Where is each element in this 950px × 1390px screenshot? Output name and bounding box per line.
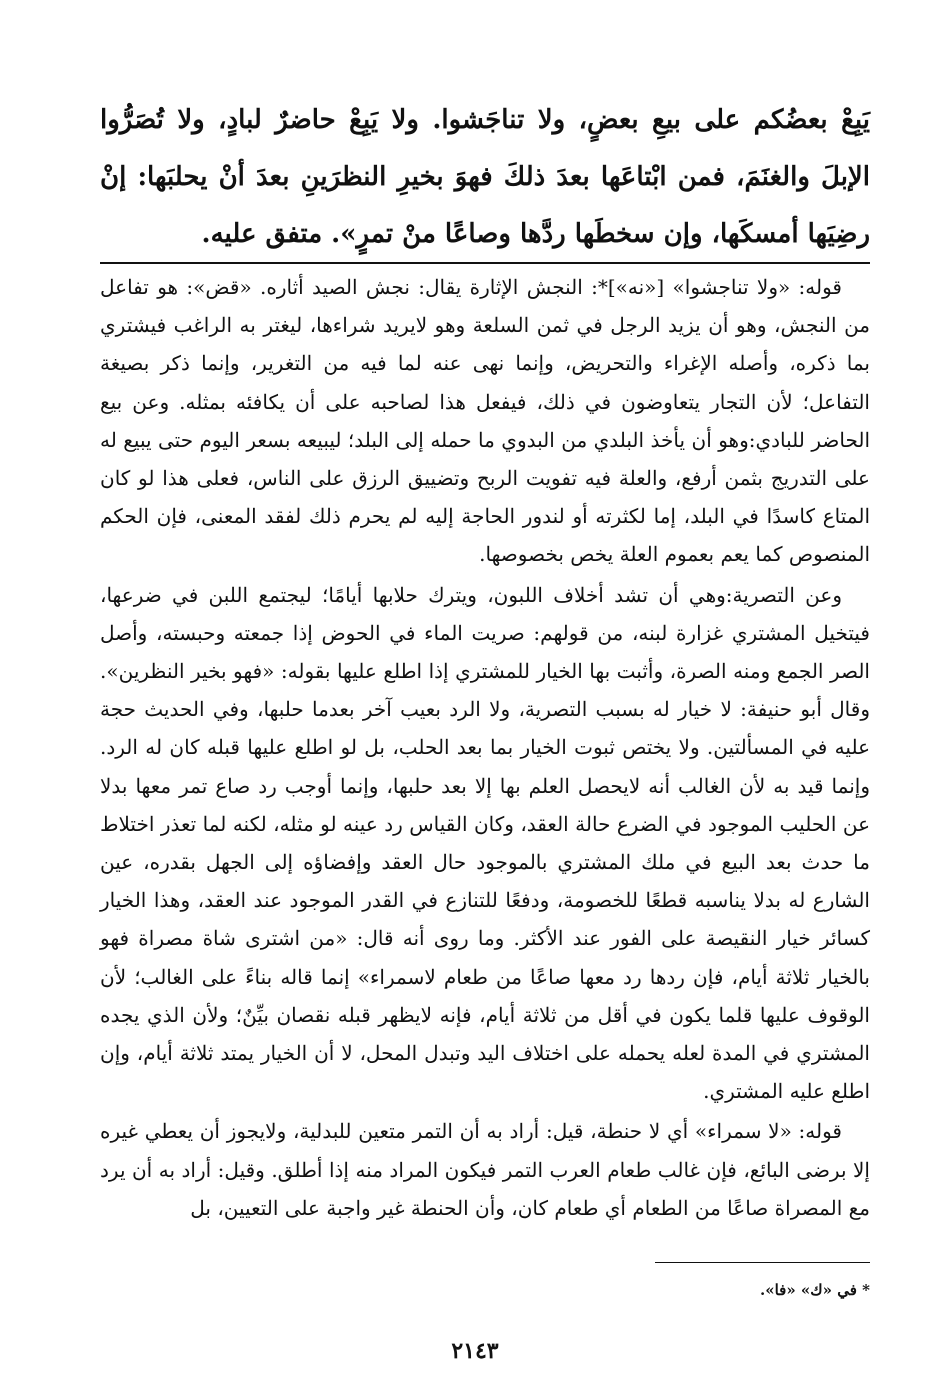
- footnote-divider-line: [655, 1262, 870, 1263]
- main-divider-line: [100, 262, 870, 264]
- hadith-text-block: [100, 92, 870, 263]
- footnote-block: [570, 1278, 870, 1302]
- hadith-paragraph: يَبِعْ بعضُكم على بيعِ بعضٍ، ولا تناجَشوا. ولا يَبِعْ حاضرٌ لبادٍ، ولا تُصَرُّوا الإبلَ والغنَمَ، فمن ابْتاعَها بعدَ ذلكَ فهوَ بخيرِ النظرَينِ بعدَ أنْ يحلبَها: إنْ رضِيَها أمسكَها، وإن سخطَها ردَّها وصاعًا منْ تمرٍ». متفق عليه.: [100, 105, 870, 249]
- commentary-paragraph-3: قوله: «لا سمراء» أي لا حنطة، قيل: أراد به أن التمر متعين للبدلية، ولايجوز أن يعطي غيره إلا برضى البائع، فإن غالب طعام العرب التمر فيكون المراد منه إذا أطلق. وقيل: أراد به أن يرد مع المصراة صاعًا من الطعام أي طعام كان، وأن الحنطة غير واجبة على التعيين، بل: [100, 1119, 870, 1220]
- footnote-text: * في «ك» «فا».: [759, 1281, 870, 1299]
- page-number: ٢١٤٣: [451, 1338, 499, 1364]
- commentary-paragraph-2: وعن التصرية:وهي أن تشد أخلاف اللبون، ويترك حلابها أيامًا؛ ليجتمع اللبن في ضرعها، فيتخيل المشتري غزارة لبنه، من قولهم: صريت الماء في الحوض إذا جمعته وحبسته، وأصل الصر الجمع ومنه الصرة، وأثبت بها الخيار للمشتري إذا اطلع عليها بقوله: «فهو بخير النظرين». وقال أبو حنيفة: لا خيار له بسبب التصرية، ولا الرد بعيب آخر بعدما حلبها، وفي الحديث حجة عليه في المسألتين. ولا يختص ثبوت الخيار بما بعد الحلب، بل لو اطلع عليها قبله كان له الرد. وإنما قيد به لأن الغالب أنه لايحصل العلم بها إلا بعد حلبها، وإنما أوجب رد صاع تمر معها بدلا عن الحليب الموجود في الضرع حالة العقد، وكان القياس رد عينه لو مثله، لكنه لما تعذر اختلاط ما حدث بعد البيع في ملك المشتري بالموجود حال العقد وإفضاؤه إلى الجهل بقدره، عين الشارع له بدلا يناسبه قطعًا للخصومة، ودفعًا للتنازع في القدر الموجود عند العقد، وهذا الخيار كسائر خيار النقيصة على الفور عند الأكثر. وما روى أنه قال: «من اشترى شاة مصراة فهو بالخيار ثلاثة أيام، فإن ردها رد معها صاعًا من طعام لاسمراء» إنما قاله بناءً على الغالب؛ لأن الوقوف عليها قلما يكون في أقل من ثلاثة أيام، فإنه لايظهر قبله نقصان بيِّنٌ؛ ولأن الذي يجده المشتري في المدة لعله يحمله على اختلاف اليد وتبدل المحل، لا أن الخيار يمتد ثلاثة أيام، وإن اطلع عليه المشتري.: [100, 582, 870, 1104]
- commentary-paragraph-1: قوله: «ولا تناجشوا» [«نه»]*: النجش الإثارة يقال: نجش الصيد أثاره. «قض»: هو تفاعل من النجش، وهو أن يزيد الرجل في ثمن السلعة وهو لايريد شراءها، ليغتر به الراغب فيشتري بما ذكره، وأصله الإغراء والتحريض، وإنما نهى عنه لما فيه من التغرير، وإنما ذكر بصيغة التفاعل؛ لأن التجار يتعاوضون في ذلك، فيفعل هذا لصاحبه على أن يكافئه بمثله. وعن بيع الحاضر للبادي:وهو أن يأخذ البلدي من البدوي ما حمله إلى البلد؛ ليبيعه بسعر اليوم حتى يبيع له على التدريج بثمن أرفع، والعلة فيه تفويت الربح وتضييق الرزق على الناس، فعلى هذا لو كان المتاع كاسدًا في البلد، إما لكثرته أو لندور الحاجة إليه لم يحرم ذلك لفقد المعنى، فإن الحكم المنصوص كما يعم بعموم العلة يخص بخصوصها.: [100, 275, 870, 567]
- commentary-block: [100, 268, 870, 1229]
